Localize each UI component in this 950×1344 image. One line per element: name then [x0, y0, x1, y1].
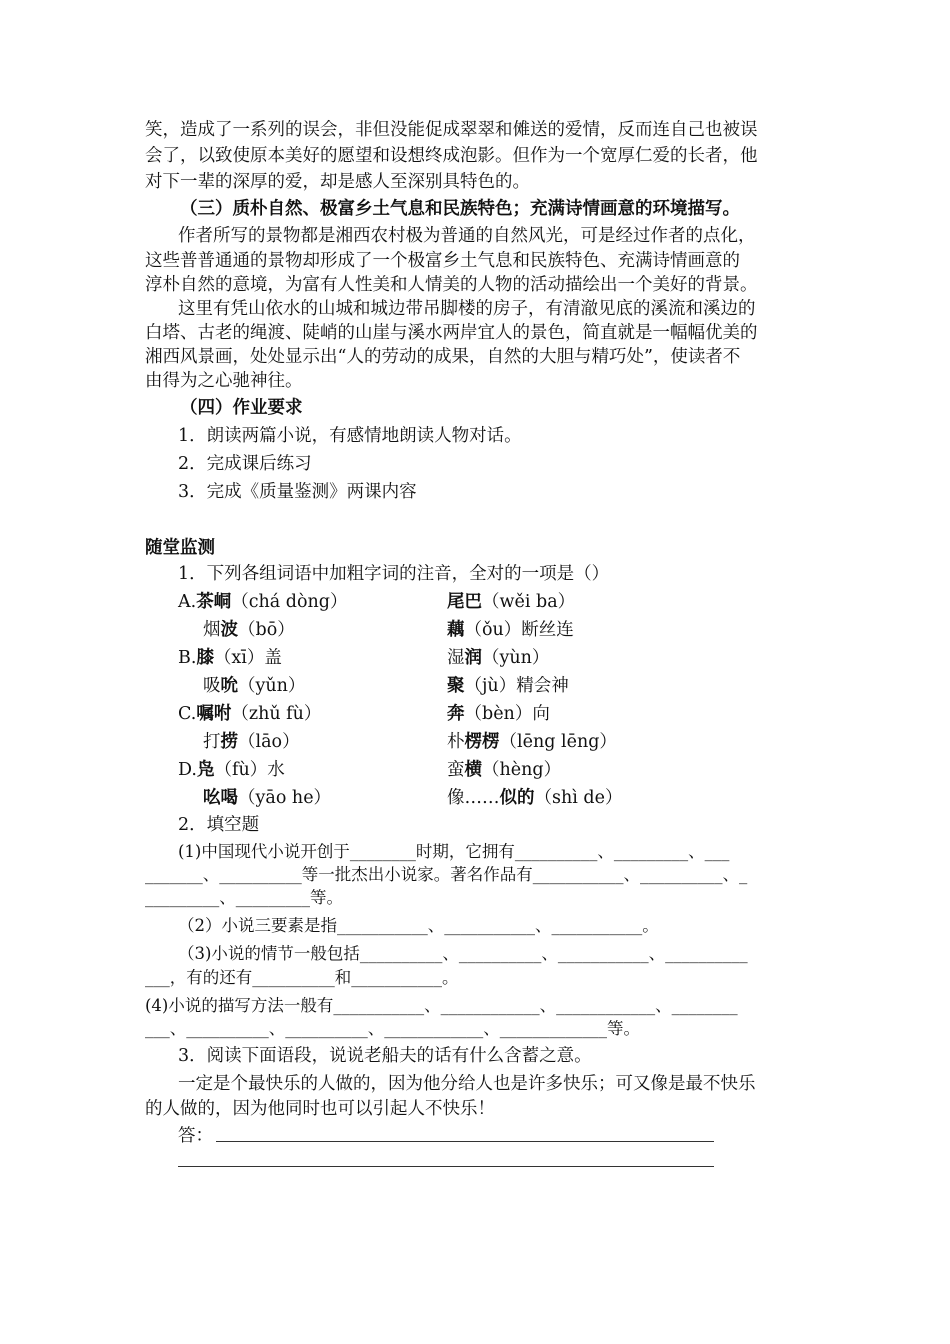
section-heading-4: （四）作业要求 — [180, 398, 303, 418]
fill-blank-line: ___、__________、__________、____________、_____________等。 — [145, 1019, 640, 1038]
body-line: 白塔、古老的绳渡、陡峭的山崖与溪水两岸宜人的景色，简直就是一幅幅优美的 — [145, 323, 758, 343]
answer-line — [178, 1166, 714, 1167]
homework-item: 2．完成课后练习 — [178, 454, 312, 474]
answer-line — [216, 1141, 714, 1142]
fill-blank-line: （3)小说的情节一般包括__________、__________、___________、__________ — [178, 944, 748, 963]
quiz-title: 随堂监测 — [145, 538, 215, 558]
fill-blank-line: ___，有的还有__________和___________。 — [145, 968, 459, 987]
body-line: 这些普普通通的景物却形成了一个极富乡土气息和民族特色、充满诗情画意的 — [145, 251, 740, 271]
body-line: 由得为之心驰神往。 — [145, 371, 303, 391]
body-line: 笑，造成了一系列的误会，非但没能促成翠翠和傩送的爱情，反而连自己也被误 — [145, 120, 758, 140]
option-b-right-2: 聚（jù）精会神 — [447, 676, 569, 696]
option-c-right-2: 朴楞楞（lēng lēng） — [447, 732, 617, 752]
question-2-stem: 2．填空题 — [178, 815, 260, 835]
fill-blank-line: _______、__________等一批杰出小说家。著名作品有___________、__________、_ — [145, 865, 748, 884]
option-a-right-1: 尾巴（wěi ba） — [447, 592, 576, 612]
fill-blank-line: (4)小说的描写方法一般有___________、____________、____________、________ — [145, 996, 738, 1015]
option-b-left-2: 吸吮（yǔn） — [203, 676, 306, 696]
option-a-left-2: 烟波（bō） — [203, 620, 295, 640]
option-b-left-1: B.膝（xī）盖 — [178, 648, 282, 668]
body-line: 对下一辈的深厚的爱，却是感人至深别具特色的。 — [145, 172, 530, 192]
option-c-left-1: C.嘱咐（zhǔ fù） — [178, 704, 322, 724]
option-d-left-1: D.凫（fù）水 — [178, 760, 285, 780]
option-a-left-1: A.茶峒（chá dòng） — [178, 592, 348, 612]
fill-blank-line: （2）小说三要素是指___________、___________、___________。 — [178, 916, 659, 935]
fill-blank-line: (1)中国现代小说开创于________时期，它拥有__________、_________、___ — [178, 842, 730, 861]
answer-label: 答： — [178, 1126, 213, 1146]
quote-line: 一定是个最快乐的人做的，因为他分给人也是许多快乐；可又像是最不快乐 — [178, 1074, 756, 1094]
option-d-right-2: 像……似的（shì de） — [447, 788, 623, 808]
homework-item: 1．朗读两篇小说，有感情地朗读人物对话。 — [178, 426, 522, 446]
question-3-stem: 3．阅读下面语段，说说老船夫的话有什么含蓄之意。 — [178, 1046, 592, 1066]
section-heading-3: （三）质朴自然、极富乡土气息和民族特色；充满诗情画意的环境描写。 — [180, 199, 740, 219]
option-b-right-1: 湿润（yùn） — [447, 648, 550, 668]
option-d-right-1: 蛮横（hèng） — [447, 760, 562, 780]
body-line: 这里有凭山依水的山城和城边带吊脚楼的房子，有清澈见底的溪流和溪边的 — [178, 299, 756, 319]
option-a-right-2: 藕（ǒu）断丝连 — [447, 620, 574, 640]
option-d-left-2: 吆喝（yāo he） — [203, 788, 332, 808]
body-line: 湘西风景画，处处显示出“人的劳动的成果，自然的大胆与精巧处”，使读者不 — [145, 347, 741, 367]
body-line: 淳朴自然的意境，为富有人性美和人情美的人物的活动描绘出一个美好的背景。 — [145, 275, 758, 295]
question-1-stem: 1．下列各组词语中加粗字词的注音，全对的一项是（） — [178, 564, 610, 584]
fill-blank-line: _________、_________等。 — [145, 888, 343, 907]
body-line: 作者所写的景物都是湘西农村极为普通的自然风光，可是经过作者的点化， — [178, 226, 756, 246]
homework-item: 3．完成《质量鉴测》两课内容 — [178, 482, 417, 502]
option-c-left-2: 打捞（lāo） — [203, 732, 300, 752]
body-line: 会了，以致使原本美好的愿望和设想终成泡影。但作为一个宽厚仁爱的长者，他 — [145, 146, 758, 166]
option-c-right-1: 奔（bèn）向 — [447, 704, 550, 724]
quote-line: 的人做的，因为他同时也可以引起人不快乐！ — [145, 1099, 495, 1119]
